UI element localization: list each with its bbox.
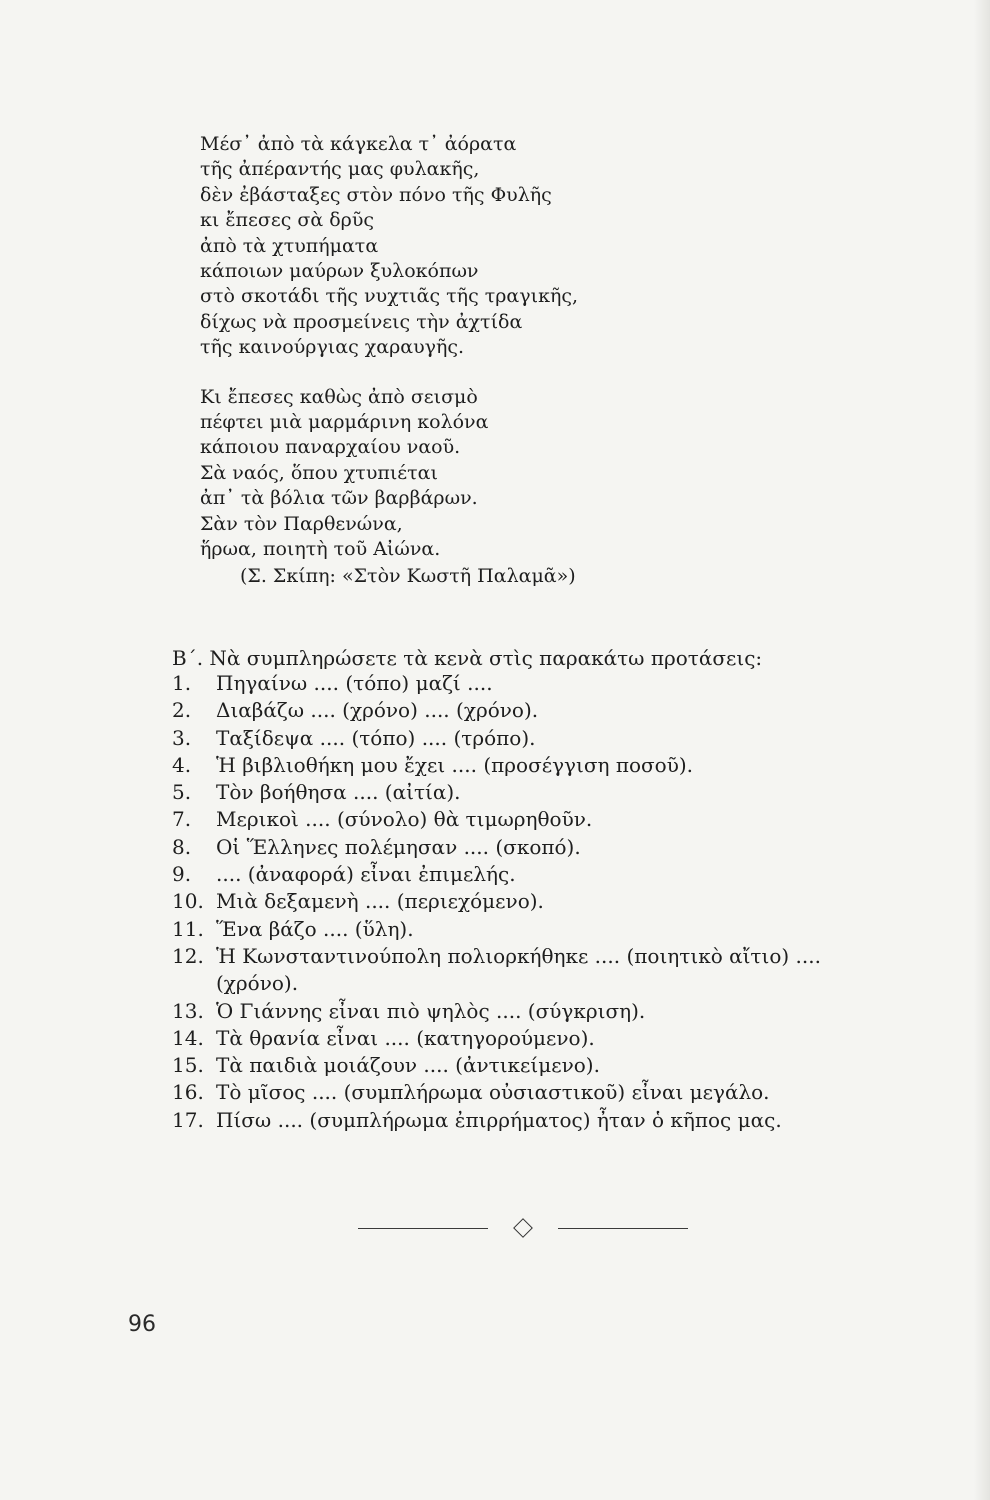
list-item [172, 943, 892, 998]
list-item [172, 888, 892, 915]
list-item [172, 670, 892, 697]
page-number: 96 [128, 1312, 156, 1337]
item-number: 16. [172, 1080, 204, 1105]
item-text: Πίσω .... (συμπλήρωμα ἐπιρρήματος) ἦταν ὁ κῆπος μας. [216, 1107, 782, 1132]
poem-excerpt [200, 132, 800, 589]
item-text: Τὰ θρανία εἶναι .... (κατηγορούμενο). [216, 1025, 595, 1050]
item-text: Μιὰ δεξαμενὴ .... (περιεχόμενο). [216, 889, 544, 914]
item-text: Ἕνα βάζο .... (ὕλη). [216, 916, 414, 941]
item-number: 13. [172, 998, 204, 1023]
exercise-section [172, 646, 892, 1134]
item-number: 10. [172, 889, 204, 914]
list-item [172, 916, 892, 943]
item-text: .... (ἀναφορά) εἶναι ἐπιμελής. [216, 862, 516, 887]
poem-attribution: (Σ. Σκίπη: «Στὸν Κωστῆ Παλαμᾶ») [240, 564, 576, 587]
poem-line: ἥρωα, ποιητὴ τοῦ Αἰώνα. [200, 538, 441, 561]
section-separator [358, 1216, 688, 1240]
poem-line: δίχως νὰ προσμείνεις τὴν ἀχτίδα [200, 310, 523, 333]
separator-rule-left [358, 1228, 488, 1229]
item-text: Πηγαίνω .... (τόπο) μαζί .... [216, 671, 493, 695]
item-text: Τὸν βοήθησα .... (αἰτία). [216, 780, 461, 805]
list-item [172, 834, 892, 861]
item-text: Μερικοὶ .... (σύνολο) θὰ τιμωρηθοῦν. [216, 807, 593, 832]
list-item [172, 1025, 892, 1052]
poem-stanza-1 [200, 132, 800, 361]
item-number: 17. [172, 1107, 204, 1132]
item-number: 2. [172, 698, 192, 723]
item-number: 11. [172, 916, 204, 941]
poem-line: Μέσ᾿ ἀπὸ τὰ κάγκελα τ᾿ ἀόρατα [200, 133, 517, 155]
poem-line: τῆς ἀπέραντής μας φυλακῆς, [200, 158, 480, 181]
poem-line: Κι ἔπεσες καθὼς ἀπὸ σεισμὸ [200, 385, 478, 408]
item-text: Ἡ βιβλιοθήκη μου ἔχει .... (προσέγγιση ποσοῦ). [216, 752, 694, 777]
poem-line: Σὰ ναός, ὅπου χτυπιέται [200, 461, 438, 484]
list-item [172, 1079, 892, 1106]
poem-line: πέφτει μιὰ μαρμάρινη κολόνα [200, 411, 489, 434]
poem-line: Σὰν τὸν Παρθενώνα, [200, 512, 403, 535]
poem-line: ἀπὸ τὰ χτυπήματα [200, 234, 379, 257]
list-item [172, 697, 892, 724]
diamond-ornament-icon [513, 1218, 533, 1238]
poem-line: τῆς καινούργιας χαραυγῆς. [200, 336, 465, 359]
item-number: 9. [172, 862, 192, 887]
item-number: 4. [172, 752, 192, 777]
poem-line: κι ἔπεσες σὰ δρῦς [200, 209, 375, 232]
poem-stanza-2 [200, 385, 800, 589]
list-item [172, 1107, 892, 1134]
poem-line: στὸ σκοτάδι τῆς νυχτιᾶς τῆς τραγικῆς, [200, 285, 579, 308]
list-item [172, 1052, 892, 1079]
item-number: 7. [172, 807, 192, 832]
list-item [172, 861, 892, 888]
item-text: Ἡ Κωνσταντινούπολη πολιορκήθηκε .... (ποιητικὸ αἴτιο) .... (χρόνο). [216, 943, 821, 996]
list-item [172, 779, 892, 806]
item-number: 15. [172, 1053, 204, 1078]
poem-line: δὲν ἐβάσταξες στὸν πόνο τῆς Φυλῆς [200, 183, 552, 206]
item-text: Ταξίδεψα .... (τόπο) .... (τρόπο). [216, 725, 536, 750]
item-text: Τὰ παιδιὰ μοιάζουν .... (ἀντικείμενο). [216, 1053, 600, 1078]
exercise-list [172, 670, 892, 1134]
exercise-heading: Β΄. Νὰ συμπληρώσετε τὰ κενὰ στὶς παρακάτω προτάσεις: [172, 646, 763, 670]
item-text: Τὸ μῖσος .... (συμπλήρωμα οὐσιαστικοῦ) εἶναι μεγάλο. [216, 1080, 770, 1105]
poem-line: ἀπ᾿ τὰ βόλια τῶν βαρβάρων. [200, 487, 478, 510]
poem-line: κάποιων μαύρων ξυλοκόπων [200, 260, 479, 283]
page-edge-shadow [974, 0, 990, 1500]
list-item [172, 752, 892, 779]
poem-line: κάποιου παναρχαίου ναοῦ. [200, 436, 461, 459]
item-text: Διαβάζω .... (χρόνο) .... (χρόνο). [216, 698, 539, 723]
item-number: 12. [172, 943, 204, 968]
item-text: Οἱ Ἕλληνες πολέμησαν .... (σκοπό). [216, 834, 581, 859]
item-text: Ὁ Γιάννης εἶναι πιὸ ψηλὸς .... (σύγκριση). [216, 998, 646, 1023]
list-item [172, 725, 892, 752]
item-number: 8. [172, 834, 192, 859]
item-number: 1. [172, 671, 192, 695]
item-number: 5. [172, 780, 192, 805]
item-number: 3. [172, 725, 192, 750]
list-item [172, 806, 892, 833]
separator-rule-right [558, 1228, 688, 1229]
list-item [172, 998, 892, 1025]
item-number: 14. [172, 1025, 204, 1050]
